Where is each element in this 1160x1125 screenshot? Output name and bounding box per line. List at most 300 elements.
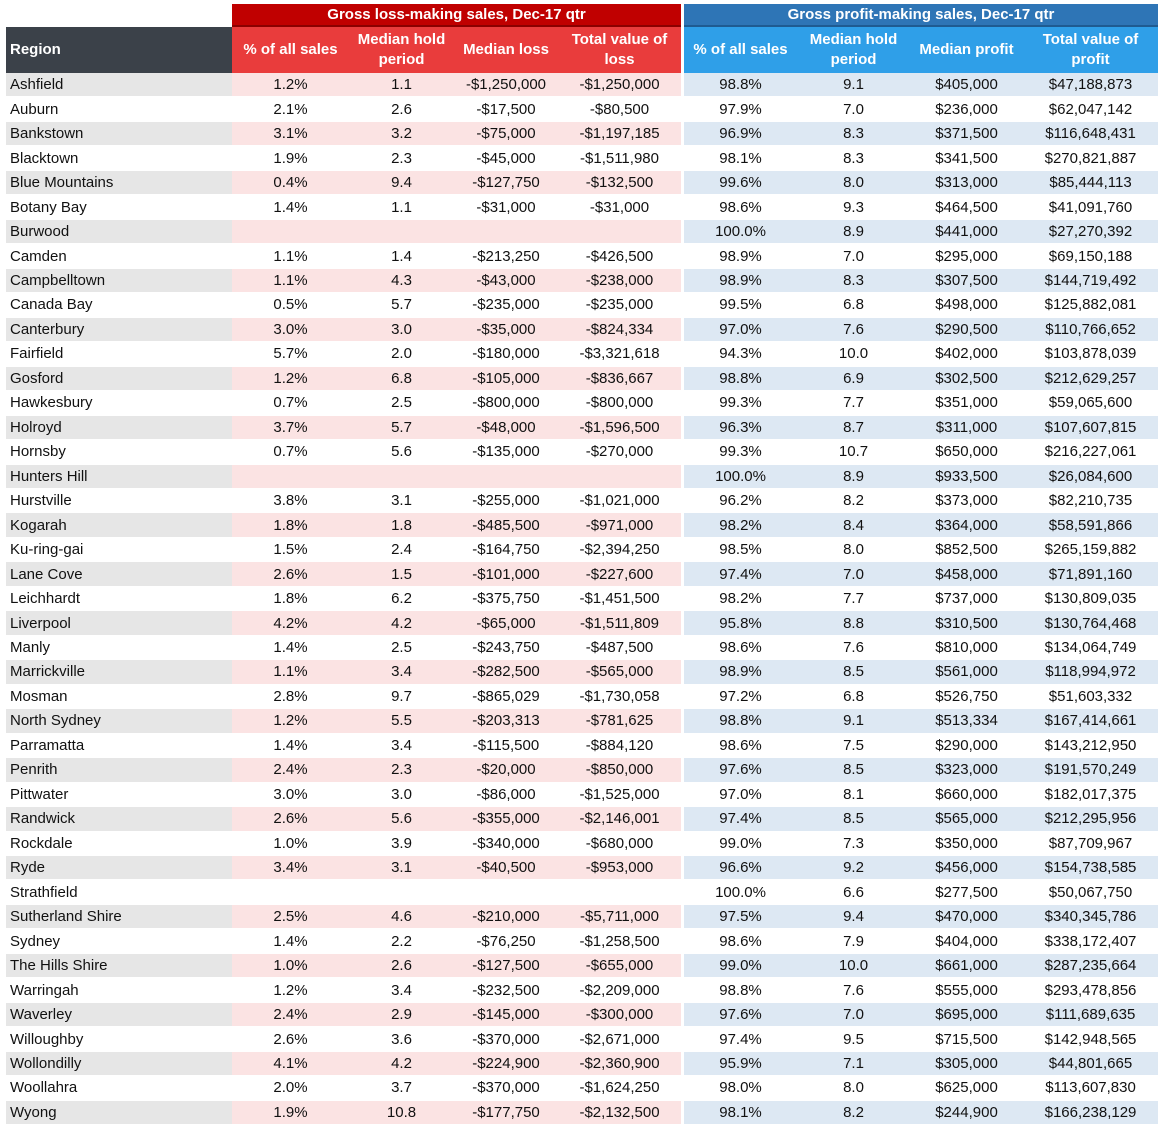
table-row	[6, 758, 1158, 782]
region-cell: Warringah	[6, 978, 232, 1002]
table-body	[6, 73, 1158, 1125]
profit-total-cell: $59,065,600	[1023, 391, 1158, 415]
loss-median-cell	[454, 220, 558, 244]
loss-pct-cell: 3.8%	[232, 489, 349, 513]
profit-hold-cell: 8.3	[797, 122, 910, 146]
loss-total-cell: -$781,625	[558, 709, 681, 733]
profit-median-cell: $526,750	[910, 685, 1023, 709]
loss-pct-cell: 0.7%	[232, 391, 349, 415]
region-cell: Strathfield	[6, 880, 232, 904]
loss-pct-cell: 1.2%	[232, 978, 349, 1002]
profit-median-cell: $933,500	[910, 465, 1023, 489]
profit-total-cell: $116,648,431	[1023, 122, 1158, 146]
profit-median-cell: $371,500	[910, 122, 1023, 146]
profit-hold-cell: 7.0	[797, 97, 910, 121]
loss-median-cell: -$127,750	[454, 171, 558, 195]
region-cell: Woollahra	[6, 1076, 232, 1100]
profit-hold-cell: 8.3	[797, 146, 910, 170]
loss-total-cell: -$1,451,500	[558, 587, 681, 611]
loss-pct-cell	[232, 880, 349, 904]
profit-pct-cell: 98.8%	[684, 73, 797, 97]
loss-total-cell	[558, 465, 681, 489]
profit-total-cell: $134,064,749	[1023, 636, 1158, 660]
profit-pct-cell: 97.6%	[684, 1003, 797, 1027]
profit-hold-cell: 9.2	[797, 856, 910, 880]
loss-hold-cell: 2.2	[349, 929, 454, 953]
table-row	[6, 905, 1158, 929]
loss-median-cell: -$375,750	[454, 587, 558, 611]
loss-pct-cell: 2.1%	[232, 97, 349, 121]
profit-median-cell: $458,000	[910, 562, 1023, 586]
loss-median-cell	[454, 880, 558, 904]
loss-hold-column-header: Median hold period	[349, 27, 454, 73]
loss-median-cell: -$45,000	[454, 146, 558, 170]
loss-hold-cell: 1.1	[349, 73, 454, 97]
profit-pct-cell: 98.5%	[684, 538, 797, 562]
profit-pct-cell: 95.8%	[684, 611, 797, 635]
profit-hold-cell: 8.1	[797, 783, 910, 807]
region-cell: Waverley	[6, 1003, 232, 1027]
table-row	[6, 440, 1158, 464]
loss-pct-cell: 2.8%	[232, 685, 349, 709]
profit-pct-cell: 97.5%	[684, 905, 797, 929]
loss-hold-cell: 5.6	[349, 440, 454, 464]
loss-pct-cell: 1.5%	[232, 538, 349, 562]
loss-hold-cell	[349, 220, 454, 244]
profit-hold-column-header: Median hold period	[797, 27, 910, 73]
profit-median-cell: $561,000	[910, 660, 1023, 684]
loss-group-header: Gross loss-making sales, Dec-17 qtr	[232, 4, 681, 27]
profit-pct-cell: 99.3%	[684, 440, 797, 464]
region-cell: Hurstville	[6, 489, 232, 513]
loss-hold-cell: 3.4	[349, 660, 454, 684]
region-cell: Wyong	[6, 1101, 232, 1125]
profit-pct-cell: 99.0%	[684, 832, 797, 856]
profit-total-cell: $144,719,492	[1023, 269, 1158, 293]
profit-median-cell: $660,000	[910, 783, 1023, 807]
loss-total-cell	[558, 220, 681, 244]
profit-pct-cell: 97.0%	[684, 318, 797, 342]
loss-total-cell: -$971,000	[558, 513, 681, 537]
loss-hold-cell: 3.1	[349, 856, 454, 880]
profit-hold-cell: 7.9	[797, 929, 910, 953]
profit-pct-cell: 99.6%	[684, 171, 797, 195]
table-row	[6, 244, 1158, 268]
table-row	[6, 1101, 1158, 1125]
profit-median-cell: $277,500	[910, 880, 1023, 904]
profit-median-cell: $244,900	[910, 1101, 1023, 1125]
profit-pct-cell: 99.0%	[684, 954, 797, 978]
loss-total-cell: -$238,000	[558, 269, 681, 293]
profit-pct-cell: 97.4%	[684, 1027, 797, 1051]
loss-pct-column-header: % of all sales	[232, 27, 349, 73]
profit-hold-cell: 8.5	[797, 660, 910, 684]
profit-hold-cell: 8.5	[797, 758, 910, 782]
region-cell: Pittwater	[6, 783, 232, 807]
loss-total-cell: -$953,000	[558, 856, 681, 880]
profit-median-cell: $290,000	[910, 734, 1023, 758]
gross-sales-table	[6, 4, 1158, 1125]
profit-pct-cell: 98.8%	[684, 367, 797, 391]
profit-pct-cell: 97.6%	[684, 758, 797, 782]
profit-pct-cell: 97.0%	[684, 783, 797, 807]
loss-median-cell: -$232,500	[454, 978, 558, 1002]
profit-median-cell: $350,000	[910, 832, 1023, 856]
profit-hold-cell: 8.2	[797, 1101, 910, 1125]
loss-total-cell: -$227,600	[558, 562, 681, 586]
loss-hold-cell: 2.3	[349, 146, 454, 170]
loss-median-cell: -$370,000	[454, 1076, 558, 1100]
profit-median-cell: $290,500	[910, 318, 1023, 342]
profit-hold-cell: 6.8	[797, 685, 910, 709]
profit-median-cell: $236,000	[910, 97, 1023, 121]
group-header-blank	[6, 4, 232, 27]
loss-total-cell: -$1,511,980	[558, 146, 681, 170]
loss-total-cell: -$2,360,900	[558, 1052, 681, 1076]
table-row	[6, 416, 1158, 440]
profit-pct-cell: 98.9%	[684, 269, 797, 293]
region-cell: Fairfield	[6, 342, 232, 366]
loss-hold-cell: 9.7	[349, 685, 454, 709]
loss-median-cell: -$127,500	[454, 954, 558, 978]
profit-total-cell: $71,891,160	[1023, 562, 1158, 586]
profit-total-cell: $41,091,760	[1023, 195, 1158, 219]
loss-pct-cell: 3.0%	[232, 783, 349, 807]
profit-hold-cell: 10.0	[797, 954, 910, 978]
loss-hold-cell: 2.4	[349, 538, 454, 562]
loss-median-cell: -$210,000	[454, 905, 558, 929]
loss-hold-cell: 2.5	[349, 636, 454, 660]
loss-median-cell: -$282,500	[454, 660, 558, 684]
loss-pct-cell	[232, 220, 349, 244]
loss-total-cell: -$1,525,000	[558, 783, 681, 807]
table-row	[6, 734, 1158, 758]
profit-median-cell: $555,000	[910, 978, 1023, 1002]
loss-hold-cell: 3.2	[349, 122, 454, 146]
loss-pct-cell: 4.1%	[232, 1052, 349, 1076]
region-cell: Holroyd	[6, 416, 232, 440]
profit-median-cell: $404,000	[910, 929, 1023, 953]
region-cell: Rockdale	[6, 832, 232, 856]
loss-total-cell: -$824,334	[558, 318, 681, 342]
region-cell: Manly	[6, 636, 232, 660]
profit-pct-cell: 100.0%	[684, 880, 797, 904]
loss-pct-cell: 0.7%	[232, 440, 349, 464]
profit-median-cell: $302,500	[910, 367, 1023, 391]
table-row	[6, 171, 1158, 195]
profit-hold-cell: 9.4	[797, 905, 910, 929]
profit-median-cell: $464,500	[910, 195, 1023, 219]
profit-hold-cell: 6.9	[797, 367, 910, 391]
profit-total-cell: $167,414,661	[1023, 709, 1158, 733]
table-row	[6, 391, 1158, 415]
profit-total-cell: $143,212,950	[1023, 734, 1158, 758]
region-cell: Hawkesbury	[6, 391, 232, 415]
loss-median-cell: -$105,000	[454, 367, 558, 391]
profit-hold-cell: 8.0	[797, 1076, 910, 1100]
region-cell: Sydney	[6, 929, 232, 953]
region-cell: Burwood	[6, 220, 232, 244]
table-row	[6, 513, 1158, 537]
loss-total-cell: -$1,258,500	[558, 929, 681, 953]
profit-total-cell: $212,295,956	[1023, 807, 1158, 831]
profit-median-cell: $307,500	[910, 269, 1023, 293]
loss-hold-cell: 3.4	[349, 978, 454, 1002]
loss-hold-cell: 3.4	[349, 734, 454, 758]
profit-hold-cell: 8.0	[797, 538, 910, 562]
profit-hold-cell: 7.7	[797, 587, 910, 611]
profit-total-cell: $51,603,332	[1023, 685, 1158, 709]
loss-total-cell: -$836,667	[558, 367, 681, 391]
table-row	[6, 929, 1158, 953]
profit-median-cell: $565,000	[910, 807, 1023, 831]
loss-hold-cell: 5.7	[349, 293, 454, 317]
loss-pct-cell: 1.4%	[232, 636, 349, 660]
profit-median-cell: $305,000	[910, 1052, 1023, 1076]
profit-hold-cell: 7.5	[797, 734, 910, 758]
loss-total-cell: -$3,321,618	[558, 342, 681, 366]
profit-median-cell: $810,000	[910, 636, 1023, 660]
profit-hold-cell: 8.3	[797, 269, 910, 293]
table-row	[6, 856, 1158, 880]
profit-total-cell: $27,270,392	[1023, 220, 1158, 244]
loss-pct-cell: 3.4%	[232, 856, 349, 880]
loss-total-cell	[558, 880, 681, 904]
profit-pct-cell: 98.9%	[684, 244, 797, 268]
loss-pct-cell: 1.8%	[232, 513, 349, 537]
loss-pct-cell: 3.7%	[232, 416, 349, 440]
profit-total-cell: $154,738,585	[1023, 856, 1158, 880]
loss-median-cell: -$76,250	[454, 929, 558, 953]
profit-hold-cell: 8.9	[797, 465, 910, 489]
table-row	[6, 783, 1158, 807]
profit-hold-cell: 8.5	[797, 807, 910, 831]
profit-total-cell: $166,238,129	[1023, 1101, 1158, 1125]
loss-pct-cell: 2.6%	[232, 807, 349, 831]
loss-median-cell: -$40,500	[454, 856, 558, 880]
profit-hold-cell: 10.7	[797, 440, 910, 464]
profit-median-cell: $323,000	[910, 758, 1023, 782]
loss-hold-cell: 2.9	[349, 1003, 454, 1027]
table-row	[6, 685, 1158, 709]
loss-pct-cell: 2.4%	[232, 758, 349, 782]
table-row	[6, 587, 1158, 611]
loss-pct-cell: 1.9%	[232, 1101, 349, 1125]
profit-pct-cell: 95.9%	[684, 1052, 797, 1076]
profit-pct-cell: 96.9%	[684, 122, 797, 146]
profit-pct-cell: 98.2%	[684, 587, 797, 611]
table-row	[6, 342, 1158, 366]
loss-hold-cell: 5.5	[349, 709, 454, 733]
table-row	[6, 195, 1158, 219]
profit-total-cell: $82,210,735	[1023, 489, 1158, 513]
loss-total-cell: -$5,711,000	[558, 905, 681, 929]
profit-pct-cell: 98.6%	[684, 929, 797, 953]
profit-median-cell: $498,000	[910, 293, 1023, 317]
profit-pct-column-header: % of all sales	[684, 27, 797, 73]
loss-hold-cell: 1.4	[349, 244, 454, 268]
table-row	[6, 538, 1158, 562]
loss-hold-cell: 2.6	[349, 97, 454, 121]
loss-hold-cell: 3.9	[349, 832, 454, 856]
region-cell: Lane Cove	[6, 562, 232, 586]
profit-hold-cell: 6.8	[797, 293, 910, 317]
profit-pct-cell: 97.9%	[684, 97, 797, 121]
loss-median-cell: -$135,000	[454, 440, 558, 464]
table-row	[6, 122, 1158, 146]
loss-hold-cell: 9.4	[349, 171, 454, 195]
profit-hold-cell: 9.3	[797, 195, 910, 219]
loss-hold-cell: 3.7	[349, 1076, 454, 1100]
region-cell: Bankstown	[6, 122, 232, 146]
profit-hold-cell: 7.6	[797, 978, 910, 1002]
profit-pct-cell: 100.0%	[684, 465, 797, 489]
loss-median-cell: -$1,250,000	[454, 73, 558, 97]
loss-total-cell: -$2,146,001	[558, 807, 681, 831]
region-cell: Ku-ring-gai	[6, 538, 232, 562]
region-cell: Camden	[6, 244, 232, 268]
profit-hold-cell: 8.7	[797, 416, 910, 440]
loss-median-cell: -$35,000	[454, 318, 558, 342]
loss-pct-cell: 1.9%	[232, 146, 349, 170]
loss-hold-cell: 5.6	[349, 807, 454, 831]
loss-median-cell: -$213,250	[454, 244, 558, 268]
loss-hold-cell: 5.7	[349, 416, 454, 440]
profit-pct-cell: 98.6%	[684, 195, 797, 219]
profit-median-cell: $310,500	[910, 611, 1023, 635]
region-cell: Mosman	[6, 685, 232, 709]
table-row	[6, 293, 1158, 317]
profit-total-cell: $270,821,887	[1023, 146, 1158, 170]
profit-hold-cell: 9.1	[797, 709, 910, 733]
loss-median-cell: -$243,750	[454, 636, 558, 660]
loss-total-cell: -$1,624,250	[558, 1076, 681, 1100]
profit-total-cell: $113,607,830	[1023, 1076, 1158, 1100]
profit-hold-cell: 10.0	[797, 342, 910, 366]
profit-total-cell: $142,948,565	[1023, 1027, 1158, 1051]
loss-pct-cell: 1.0%	[232, 954, 349, 978]
loss-total-cell: -$565,000	[558, 660, 681, 684]
table-row	[6, 73, 1158, 97]
region-cell: Botany Bay	[6, 195, 232, 219]
profit-pct-cell: 99.3%	[684, 391, 797, 415]
region-cell: Liverpool	[6, 611, 232, 635]
table-row	[6, 318, 1158, 342]
profit-total-cell: $58,591,866	[1023, 513, 1158, 537]
profit-pct-cell: 99.5%	[684, 293, 797, 317]
loss-pct-cell: 1.2%	[232, 73, 349, 97]
loss-total-cell: -$1,250,000	[558, 73, 681, 97]
profit-total-cell: $111,689,635	[1023, 1003, 1158, 1027]
profit-pct-cell: 98.1%	[684, 146, 797, 170]
loss-median-cell: -$31,000	[454, 195, 558, 219]
profit-total-cell: $287,235,664	[1023, 954, 1158, 978]
profit-hold-cell: 8.9	[797, 220, 910, 244]
loss-median-cell	[454, 465, 558, 489]
profit-total-cell: $69,150,188	[1023, 244, 1158, 268]
loss-pct-cell: 1.1%	[232, 660, 349, 684]
loss-median-cell: -$180,000	[454, 342, 558, 366]
loss-median-cell: -$340,000	[454, 832, 558, 856]
region-cell: Kogarah	[6, 513, 232, 537]
profit-total-cell: $50,067,750	[1023, 880, 1158, 904]
profit-hold-cell: 7.0	[797, 1003, 910, 1027]
loss-total-cell: -$1,730,058	[558, 685, 681, 709]
profit-total-cell: $212,629,257	[1023, 367, 1158, 391]
loss-median-cell: -$177,750	[454, 1101, 558, 1125]
profit-total-cell: $216,227,061	[1023, 440, 1158, 464]
loss-total-cell: -$235,000	[558, 293, 681, 317]
profit-median-cell: $405,000	[910, 73, 1023, 97]
profit-pct-cell: 98.2%	[684, 513, 797, 537]
loss-total-cell: -$80,500	[558, 97, 681, 121]
loss-pct-cell: 2.6%	[232, 562, 349, 586]
profit-total-cell: $293,478,856	[1023, 978, 1158, 1002]
profit-pct-cell: 98.1%	[684, 1101, 797, 1125]
profit-pct-cell: 96.6%	[684, 856, 797, 880]
table-row	[6, 367, 1158, 391]
profit-median-cell: $715,500	[910, 1027, 1023, 1051]
region-cell: Ashfield	[6, 73, 232, 97]
loss-total-cell: -$31,000	[558, 195, 681, 219]
loss-median-cell: -$203,313	[454, 709, 558, 733]
table-row	[6, 146, 1158, 170]
loss-hold-cell: 3.0	[349, 318, 454, 342]
loss-hold-cell: 6.8	[349, 367, 454, 391]
loss-median-cell: -$75,000	[454, 122, 558, 146]
profit-pct-cell: 98.8%	[684, 709, 797, 733]
loss-median-cell: -$370,000	[454, 1027, 558, 1051]
profit-median-cell: $650,000	[910, 440, 1023, 464]
loss-hold-cell: 1.5	[349, 562, 454, 586]
loss-median-cell: -$164,750	[454, 538, 558, 562]
loss-pct-cell: 2.5%	[232, 905, 349, 929]
loss-hold-cell: 6.2	[349, 587, 454, 611]
loss-total-cell: -$655,000	[558, 954, 681, 978]
loss-hold-cell: 2.0	[349, 342, 454, 366]
loss-median-cell: -$43,000	[454, 269, 558, 293]
loss-pct-cell: 5.7%	[232, 342, 349, 366]
loss-median-cell: -$86,000	[454, 783, 558, 807]
profit-median-cell: $373,000	[910, 489, 1023, 513]
profit-pct-cell: 97.2%	[684, 685, 797, 709]
profit-total-cell: $265,159,882	[1023, 538, 1158, 562]
profit-median-cell: $402,000	[910, 342, 1023, 366]
loss-total-cell: -$426,500	[558, 244, 681, 268]
region-cell: Hunters Hill	[6, 465, 232, 489]
table-row	[6, 636, 1158, 660]
profit-median-cell: $364,000	[910, 513, 1023, 537]
loss-hold-cell: 4.6	[349, 905, 454, 929]
loss-pct-cell: 1.2%	[232, 367, 349, 391]
profit-hold-cell: 9.5	[797, 1027, 910, 1051]
profit-hold-cell: 6.6	[797, 880, 910, 904]
region-cell: Sutherland Shire	[6, 905, 232, 929]
profit-hold-cell: 8.2	[797, 489, 910, 513]
loss-median-cell: -$48,000	[454, 416, 558, 440]
region-cell: Willoughby	[6, 1027, 232, 1051]
profit-hold-cell: 7.1	[797, 1052, 910, 1076]
loss-pct-cell: 1.0%	[232, 832, 349, 856]
profit-total-cell: $85,444,113	[1023, 171, 1158, 195]
table-row	[6, 489, 1158, 513]
loss-total-cell: -$1,021,000	[558, 489, 681, 513]
loss-pct-cell: 2.6%	[232, 1027, 349, 1051]
profit-hold-cell: 7.6	[797, 318, 910, 342]
profit-hold-cell: 7.6	[797, 636, 910, 660]
loss-hold-cell: 1.1	[349, 195, 454, 219]
table-row	[6, 269, 1158, 293]
